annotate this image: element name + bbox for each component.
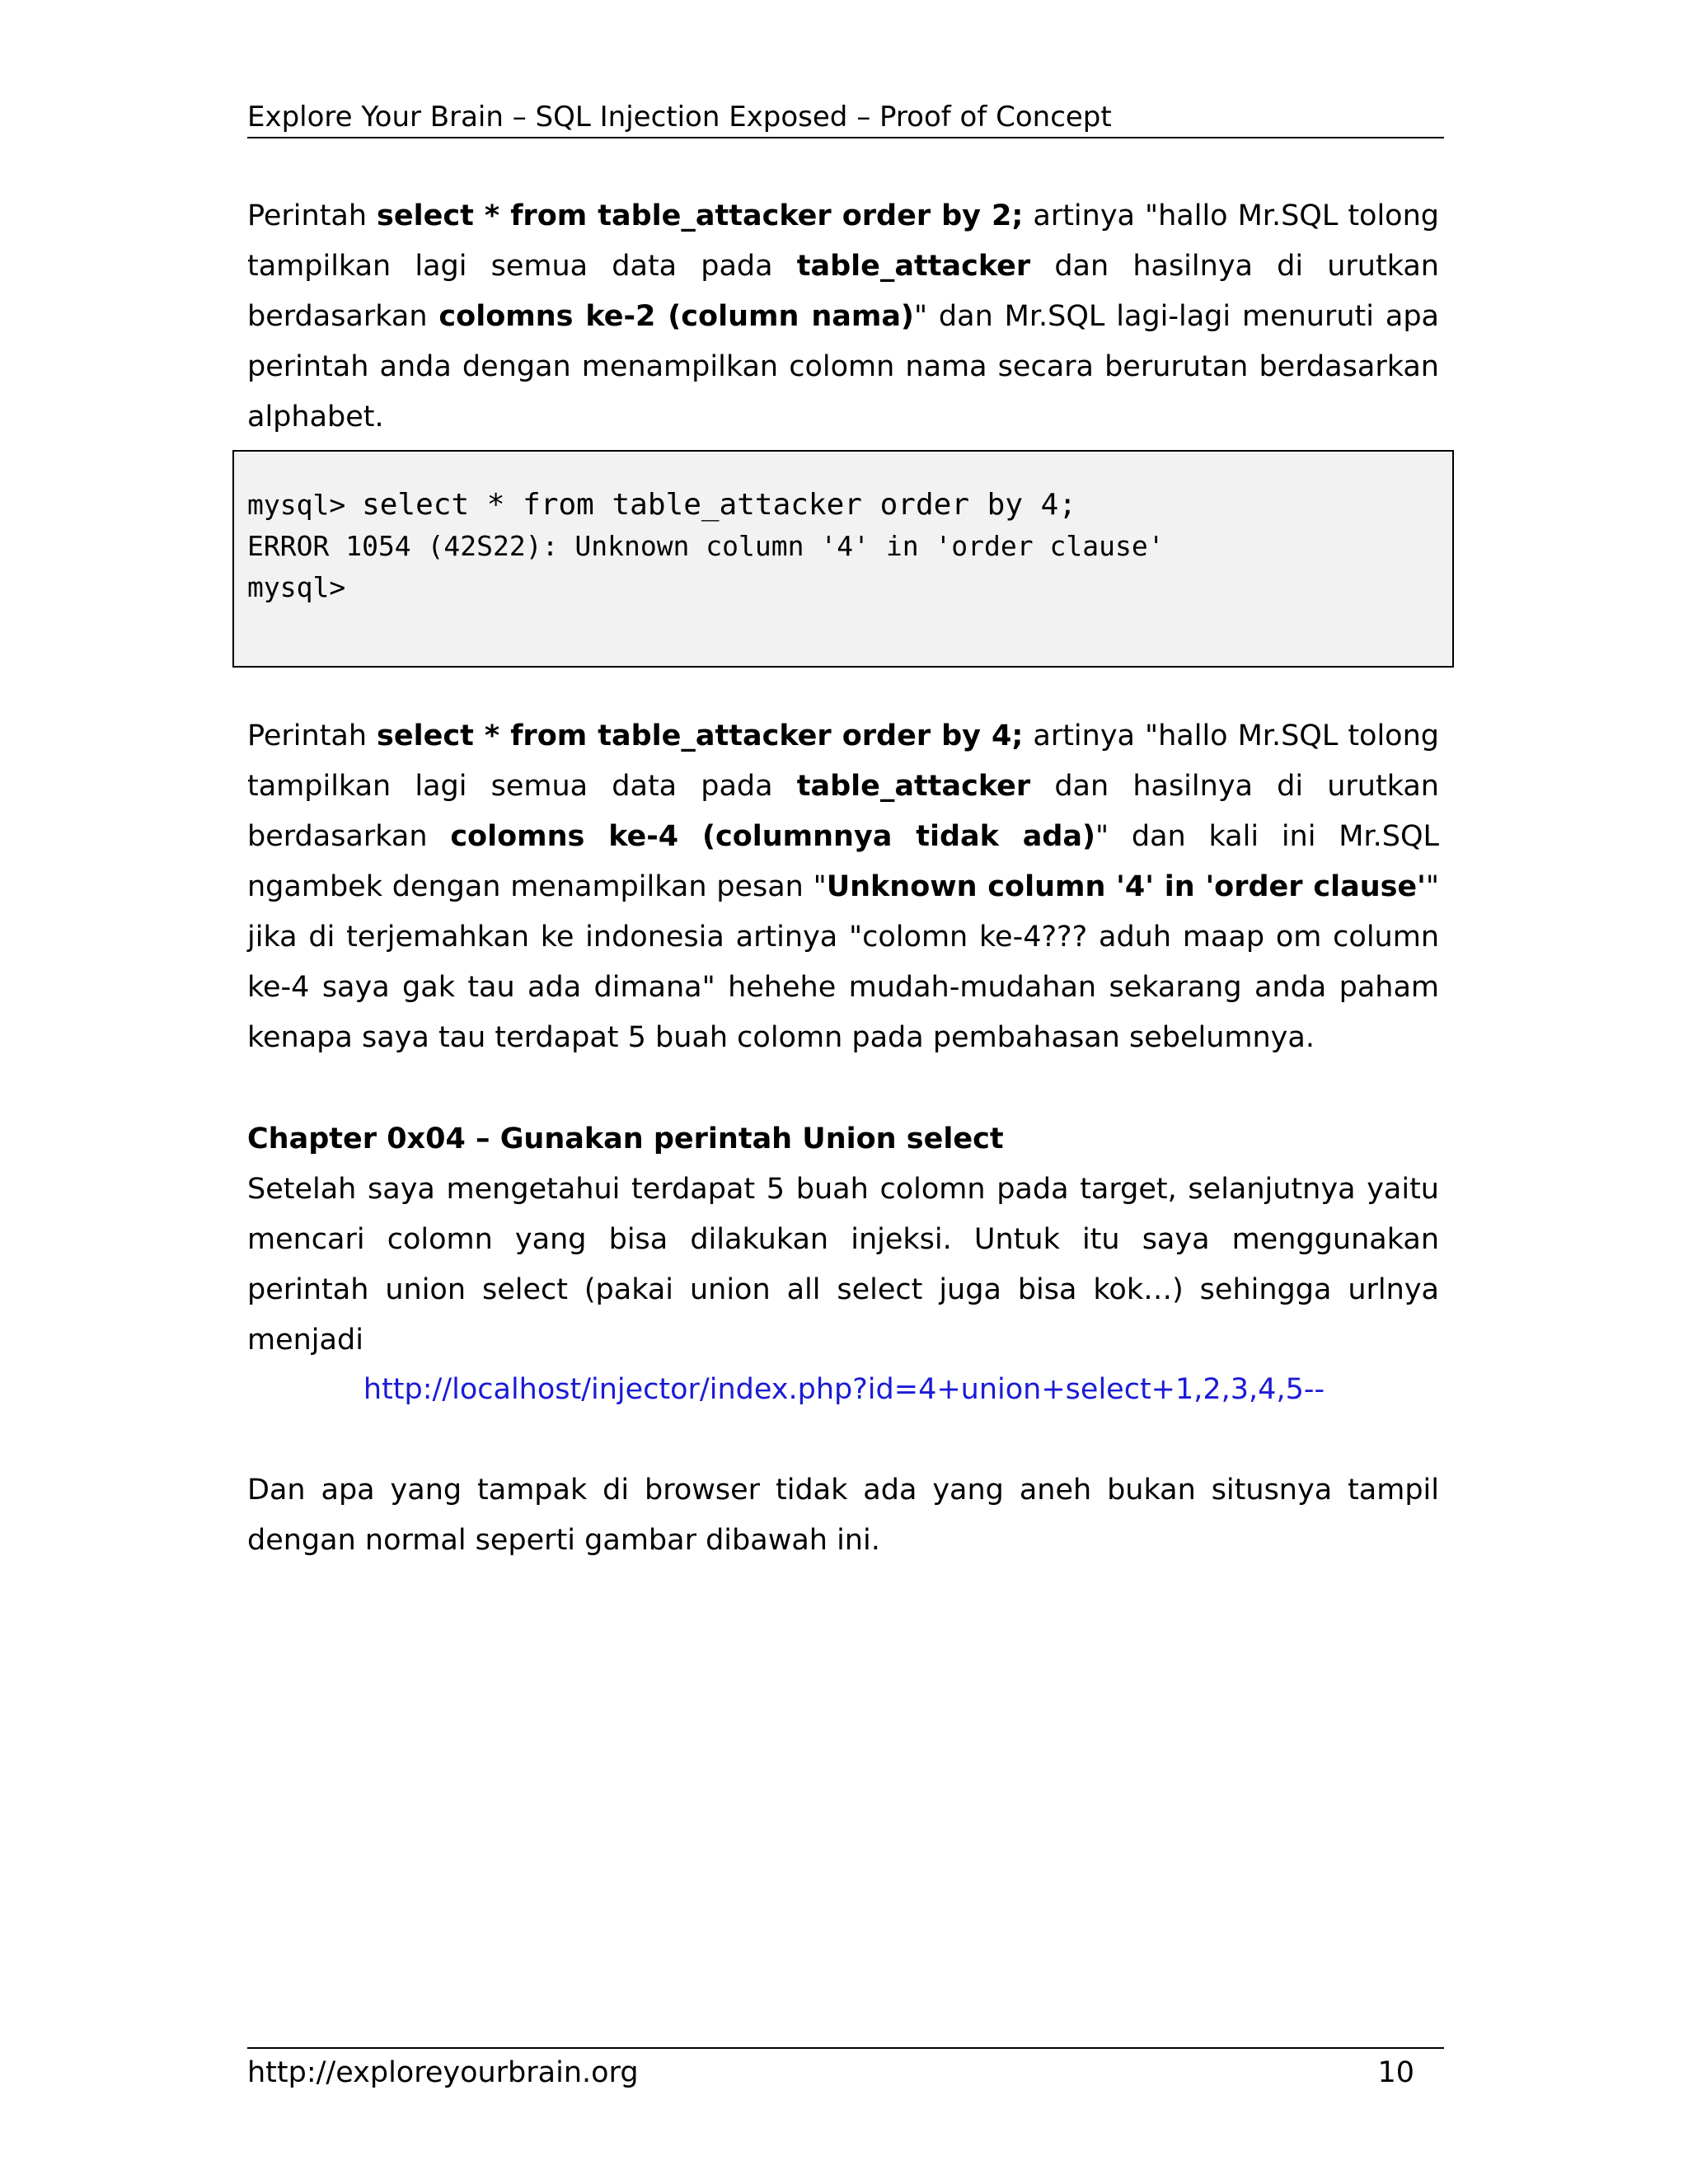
paragraph-order-by-2 [247, 191, 1439, 443]
text-run: dan hasilnya di urutkan berdasarkan [247, 250, 1439, 333]
bold-column-ref: colomns ke-2 (column nama) [438, 300, 914, 333]
bold-error-message: Unknown column '4' in 'order clause' [826, 870, 1426, 903]
text-run: " dan Mr.SQL lagi-lagi menuruti apa perintah anda dengan menampilkan colomn nama secara berurutan berdasarkan alphabet. [247, 300, 1439, 434]
footer-url-link[interactable]: http://exploreyourbrain.org [247, 2056, 639, 2089]
text-run: Perintah [247, 719, 377, 752]
code-lines [247, 485, 1165, 608]
bold-table-name: table_attacker [796, 770, 1031, 803]
text-run: artinya "hallo Mr.SQL tolong tampilkan lagi semua data pada [247, 199, 1439, 283]
bold-column-ref: colomns ke-4 (columnnya tidak ada) [450, 820, 1096, 853]
page-header [247, 97, 1444, 138]
page-number: 10 [1377, 2056, 1414, 2089]
header-title: Explore Your Brain – SQL Injection Exposed – Proof of Concept [247, 101, 1112, 134]
chapter-heading: Chapter 0x04 – Gunakan perintah Union select [247, 1122, 1004, 1155]
text-run: artinya "hallo Mr.SQL tolong tampilkan lagi semua data pada [247, 719, 1439, 803]
bold-sql-statement: select * from table_attacker order by 2; [377, 199, 1024, 232]
code-prompt: mysql> [247, 489, 363, 521]
page-footer [247, 2047, 1444, 2097]
paragraph-union-intro: Setelah saya mengetahui terdapat 5 buah colomn pada target, selanjutnya yaitu mencari colomn yang bisa dilakukan injeksi. Untuk itu saya menggunakan perintah union select (pakai union all select juga bisa kok…) sehingga urlnya menjadi [247, 1173, 1439, 1357]
text-run: dan hasilnya di urutkan berdasarkan [247, 770, 1439, 853]
code-command: select * from table_attacker order by 4; [362, 488, 1077, 522]
code-block [232, 450, 1454, 668]
bold-table-name: table_attacker [796, 250, 1031, 283]
paragraph-browser-result: Dan apa yang tampak di browser tidak ada yang aneh bukan situsnya tampil dengan normal seperti gambar dibawah ini. [247, 1474, 1439, 1557]
text-run: " dan kali ini Mr.SQL ngambek dengan menampilkan pesan " [247, 820, 1439, 903]
text-run: " jika di terjemahkan ke indonesia artinya "colomn ke-4??? aduh maap om column ke-4 saya gak tau ada dimana" hehehe mudah-mudahan sekarang anda paham kenapa saya tau terdapat 5 buah colomn pada pembahasan sebelumnya. [247, 870, 1439, 1054]
injection-url-link[interactable]: http://localhost/injector/index.php?id=4+union+select+1,2,3,4,5-- [363, 1373, 1325, 1406]
paragraph-order-by-4 [247, 711, 1439, 1063]
code-prompt: mysql> [247, 571, 346, 603]
bold-sql-statement: select * from table_attacker order by 4; [377, 719, 1024, 752]
text-run: Perintah [247, 199, 377, 232]
code-error: ERROR 1054 (42S22): Unknown column '4' in 'order clause' [247, 530, 1165, 562]
